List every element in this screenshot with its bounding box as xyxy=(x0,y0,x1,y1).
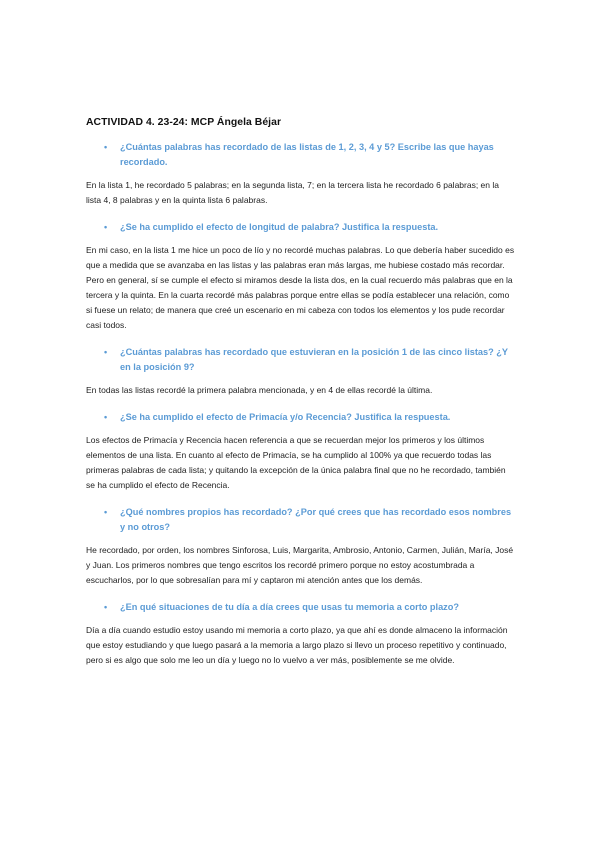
question-3 xyxy=(86,345,516,375)
question-text: ¿Se ha cumplido el efecto de Primacía y/o Recencia? Justifica la respuesta. xyxy=(120,412,451,422)
answer-6: Día a día cuando estudio estoy usando mi memoria a corto plazo, ya que ahí es donde almaceno la información que estoy estudiando y que luego pasará a la memoria a largo plazo si llevo un proceso repetitivo y continuado, pero si es algo que solo me leo un día y luego no lo vuelvo a ver más, posiblemente se me olvide. xyxy=(86,625,508,665)
bullet-icon: • xyxy=(104,507,108,517)
question-1 xyxy=(86,140,516,170)
question-text: ¿Qué nombres propios has recordado? ¿Por qué crees que has recordado esos nombres y no otros? xyxy=(120,507,512,532)
document-content xyxy=(86,117,516,680)
question-text: ¿Se ha cumplido el efecto de longitud de palabra? Justifica la respuesta. xyxy=(120,222,439,232)
question-6 xyxy=(86,600,516,615)
answer-1: En la lista 1, he recordado 5 palabras; en la segunda lista, 7; en la tercera lista he recordado 6 palabras; en la lista 4, 8 palabras y en la quinta lista 6 palabras. xyxy=(86,180,499,205)
question-4 xyxy=(86,410,516,425)
question-text: ¿Cuántas palabras has recordado que estuvieran en la posición 1 de las cinco listas? ¿Y en la posición 9? xyxy=(120,347,508,372)
answer-5: He recordado, por orden, los nombres Sinforosa, Luis, Margarita, Ambrosio, Antonio, Carmen, Julián, María, José y Juan. Los primeros nombres que tengo escritos los recordé primero porque no estoy acostumbrada a escucharlos, por lo que sobresalían para mí y captaron mi atención antes que los demás. xyxy=(86,545,514,585)
bullet-icon: • xyxy=(104,142,108,152)
question-text: ¿Cuántas palabras has recordado de las listas de 1, 2, 3, 4 y 5? Escribe las que hayas recordado. xyxy=(120,142,494,167)
answer-4: Los efectos de Primacía y Recencia hacen referencia a que se recuerdan mejor los primeros y los últimos elementos de una lista. En cuanto al efecto de Primacía, se ha cumplido al 100% ya que recuerdo todas las primeras palabras de cada lista; y quitando la excepción de la única palabra final que no he recordado, también se ha cumplido el efecto de Recencia. xyxy=(86,435,506,490)
question-2 xyxy=(86,220,516,235)
answer-3: En todas las listas recordé la primera palabra mencionada, y en 4 de ellas recordé la última. xyxy=(86,385,433,395)
question-5 xyxy=(86,505,516,535)
bullet-icon: • xyxy=(104,222,108,232)
bullet-icon: • xyxy=(104,347,108,357)
question-text: ¿En qué situaciones de tu día a día crees que usas tu memoria a corto plazo? xyxy=(120,602,460,612)
document-title: ACTIVIDAD 4. 23-24: MCP Ángela Béjar xyxy=(86,117,282,128)
bullet-icon: • xyxy=(104,602,108,612)
bullet-icon: • xyxy=(104,412,108,422)
answer-2: En mi caso, en la lista 1 me hice un poco de lío y no recordé muchas palabras. Lo que debería haber sucedido es que a medida que se avanzaba en las listas y las palabras eran más largas, me hubiese costado más recordar. Pero en general, sí se cumple el efecto si miramos desde la lista dos, en la cual recuerdo más palabras que en la tercera y la quinta. En la cuarta recordé más palabras porque entre ellas se podía establecer una relación, como si fuese un relato; de manera que creé un escenario en mi cabeza con todos los elementos y los pude recordar casi todos. xyxy=(86,245,515,330)
